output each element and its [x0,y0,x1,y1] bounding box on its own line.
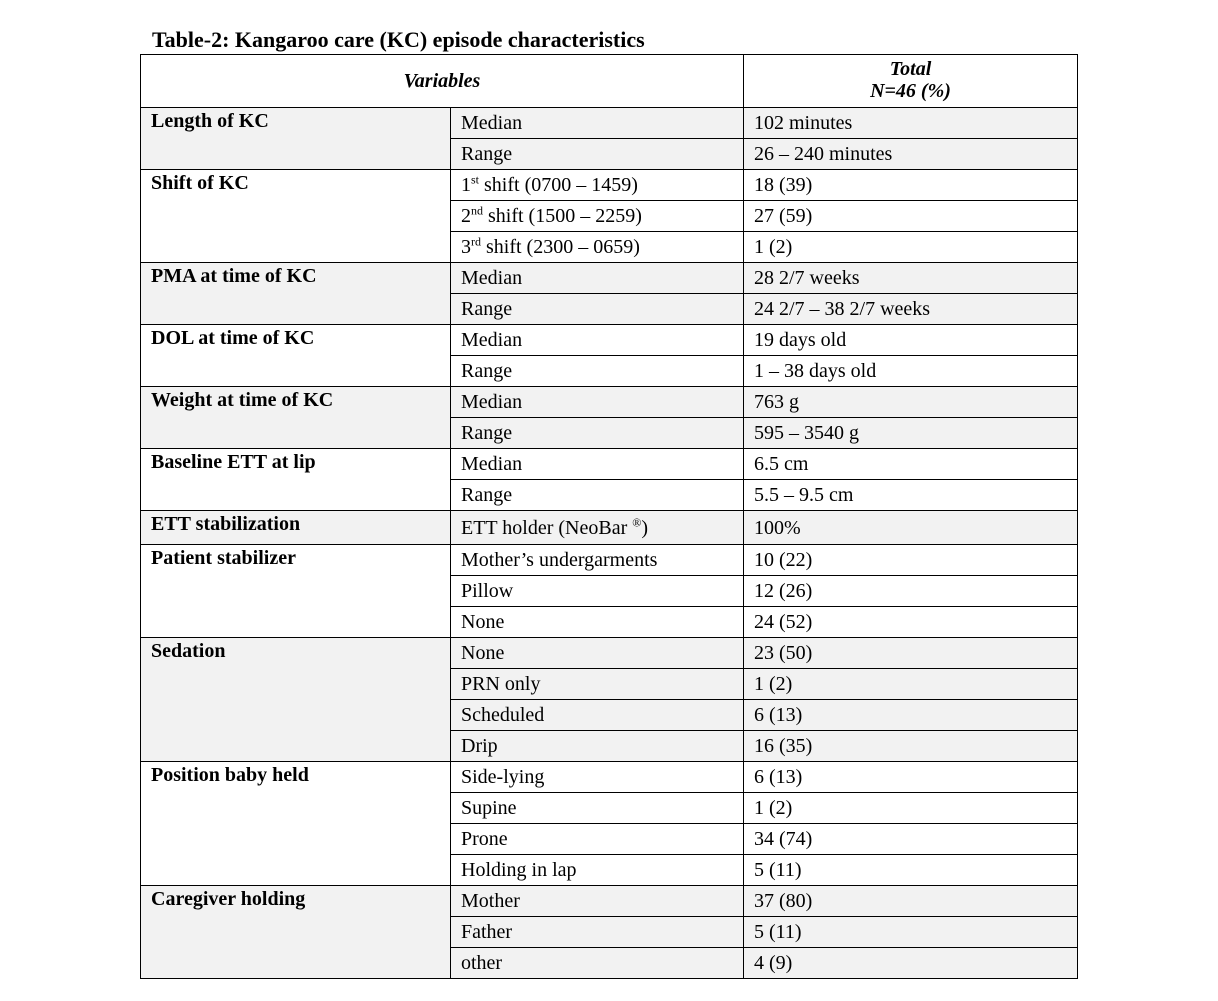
total-value: 27 (59) [744,201,1078,232]
sub-variable-label: Median [461,267,523,289]
variable-label: PMA at time of KC [141,263,451,325]
table-row [141,511,1078,545]
sub-variable-cell [451,325,744,356]
sub-variable-suffix: ) [641,516,649,539]
sub-variable-cell [451,545,744,576]
total-header-line1: Total [889,58,932,81]
sub-variable-cell [451,824,744,855]
sub-variable-cell [451,762,744,793]
table-row [141,263,1078,294]
sub-variable-label: Prone [461,828,508,850]
total-value: 5.5 – 9.5 cm [744,480,1078,511]
table-row [141,449,1078,480]
sub-variable-cell [451,170,744,201]
sub-variable-cell [451,638,744,669]
table-row [141,762,1078,793]
sub-variable-cell [451,356,744,387]
total-value: 5 (11) [744,855,1078,886]
variable-label: Caregiver holding [141,886,451,979]
variable-label: Length of KC [141,108,451,170]
total-value: 26 – 240 minutes [744,139,1078,170]
sub-variable-label: Range [461,422,513,444]
sub-variable-cell [451,917,744,948]
total-value: 4 (9) [744,948,1078,979]
sub-variable-cell [451,607,744,638]
sub-variable-label: Range [461,484,513,506]
shift-number: 3 [461,236,471,258]
sub-variable-label: ETT holder (NeoBar [461,516,633,539]
sub-variable-label: Pillow [461,580,514,602]
sub-variable-label: Mother [461,890,520,912]
table-row [141,325,1078,356]
table-row [141,638,1078,669]
table-row [141,545,1078,576]
variable-label: Baseline ETT at lip [141,449,451,511]
total-value: 102 minutes [744,108,1078,139]
sub-variable-label: Range [461,298,513,320]
total-value: 763 g [744,387,1078,418]
sub-variable-label: Median [461,329,523,351]
sub-variable-label: Median [461,112,523,134]
shift-number: 1 [461,174,471,196]
sub-variable-label: shift (2300 – 0659) [481,236,640,258]
sub-variable-cell [451,201,744,232]
sub-variable-label: Scheduled [461,704,545,726]
sub-variable-cell [451,793,744,824]
total-header-line2: N=46 (%) [870,80,951,102]
total-value: 28 2/7 weeks [744,263,1078,294]
sub-variable-cell [451,294,744,325]
ordinal-suffix: nd [471,203,483,218]
sub-variable-cell [451,731,744,762]
sub-variable-cell [451,669,744,700]
sub-variable-cell [451,263,744,294]
sub-variable-label: PRN only [461,673,541,695]
sub-variable-cell [451,232,744,263]
total-value: 18 (39) [744,170,1078,201]
sub-variable-label: Range [461,143,513,165]
total-value: 1 (2) [744,793,1078,824]
sub-variable-label: Drip [461,735,498,757]
registered-mark: ® [632,514,642,529]
sub-variable-label: Side-lying [461,766,545,788]
total-value: 1 (2) [744,669,1078,700]
sub-variable-label: shift (1500 – 2259) [483,205,642,227]
ordinal-suffix: st [471,172,480,187]
table-row [141,886,1078,917]
total-value: 24 (52) [744,607,1078,638]
total-value: 23 (50) [744,638,1078,669]
total-value: 6.5 cm [744,449,1078,480]
table-row [141,170,1078,201]
sub-variable-cell [451,480,744,511]
shift-number: 2 [461,205,471,227]
sub-variable-cell [451,139,744,170]
kc-episode-table [140,54,1078,979]
total-value: 24 2/7 – 38 2/7 weeks [744,294,1078,325]
variable-label: Patient stabilizer [141,545,451,638]
total-header [744,55,1078,108]
sub-variable-cell [451,948,744,979]
header-row [141,55,1078,108]
total-value: 12 (26) [744,576,1078,607]
total-value: 1 (2) [744,232,1078,263]
variable-label: Weight at time of KC [141,387,451,449]
sub-variable-label: Supine [461,797,517,819]
total-value: 5 (11) [744,917,1078,948]
sub-variable-label: None [461,642,505,664]
total-value: 16 (35) [744,731,1078,762]
sub-variable-label: Range [461,360,513,382]
sub-variable-label: Father [461,921,513,943]
variable-label: Position baby held [141,762,451,886]
sub-variable-cell [451,108,744,139]
table-body [141,108,1078,979]
sub-variable-label: None [461,611,505,633]
total-value: 1 – 38 days old [744,356,1078,387]
total-value: 19 days old [744,325,1078,356]
variable-label: Sedation [141,638,451,762]
sub-variable-cell [451,449,744,480]
sub-variable-cell [451,855,744,886]
sub-variable-cell [451,886,744,917]
sub-variable-cell [451,387,744,418]
variable-label: ETT stabilization [141,511,451,545]
total-value: 6 (13) [744,700,1078,731]
sub-variable-cell [451,700,744,731]
sub-variable-label: other [461,952,503,974]
variable-label: Shift of KC [141,170,451,263]
sub-variable-label: Median [461,453,523,475]
sub-variable-label: Median [461,391,523,413]
sub-variable-label: Holding in lap [461,859,577,881]
sub-variable-cell [451,511,744,545]
variables-header: Variables [141,55,744,108]
total-value: 10 (22) [744,545,1078,576]
sub-variable-label: Mother’s undergarments [461,549,658,571]
sub-variable-cell [451,576,744,607]
sub-variable-cell [451,418,744,449]
total-value: 6 (13) [744,762,1078,793]
total-value: 595 – 3540 g [744,418,1078,449]
table-title: Table-2: Kangaroo care (KC) episode characteristics [152,27,645,52]
variable-label: DOL at time of KC [141,325,451,387]
total-value: 100% [744,511,1078,545]
sub-variable-label: shift (0700 – 1459) [479,174,638,196]
table-row [141,108,1078,139]
ordinal-suffix: rd [471,234,481,249]
total-value: 34 (74) [744,824,1078,855]
total-value: 37 (80) [744,886,1078,917]
table-row [141,387,1078,418]
